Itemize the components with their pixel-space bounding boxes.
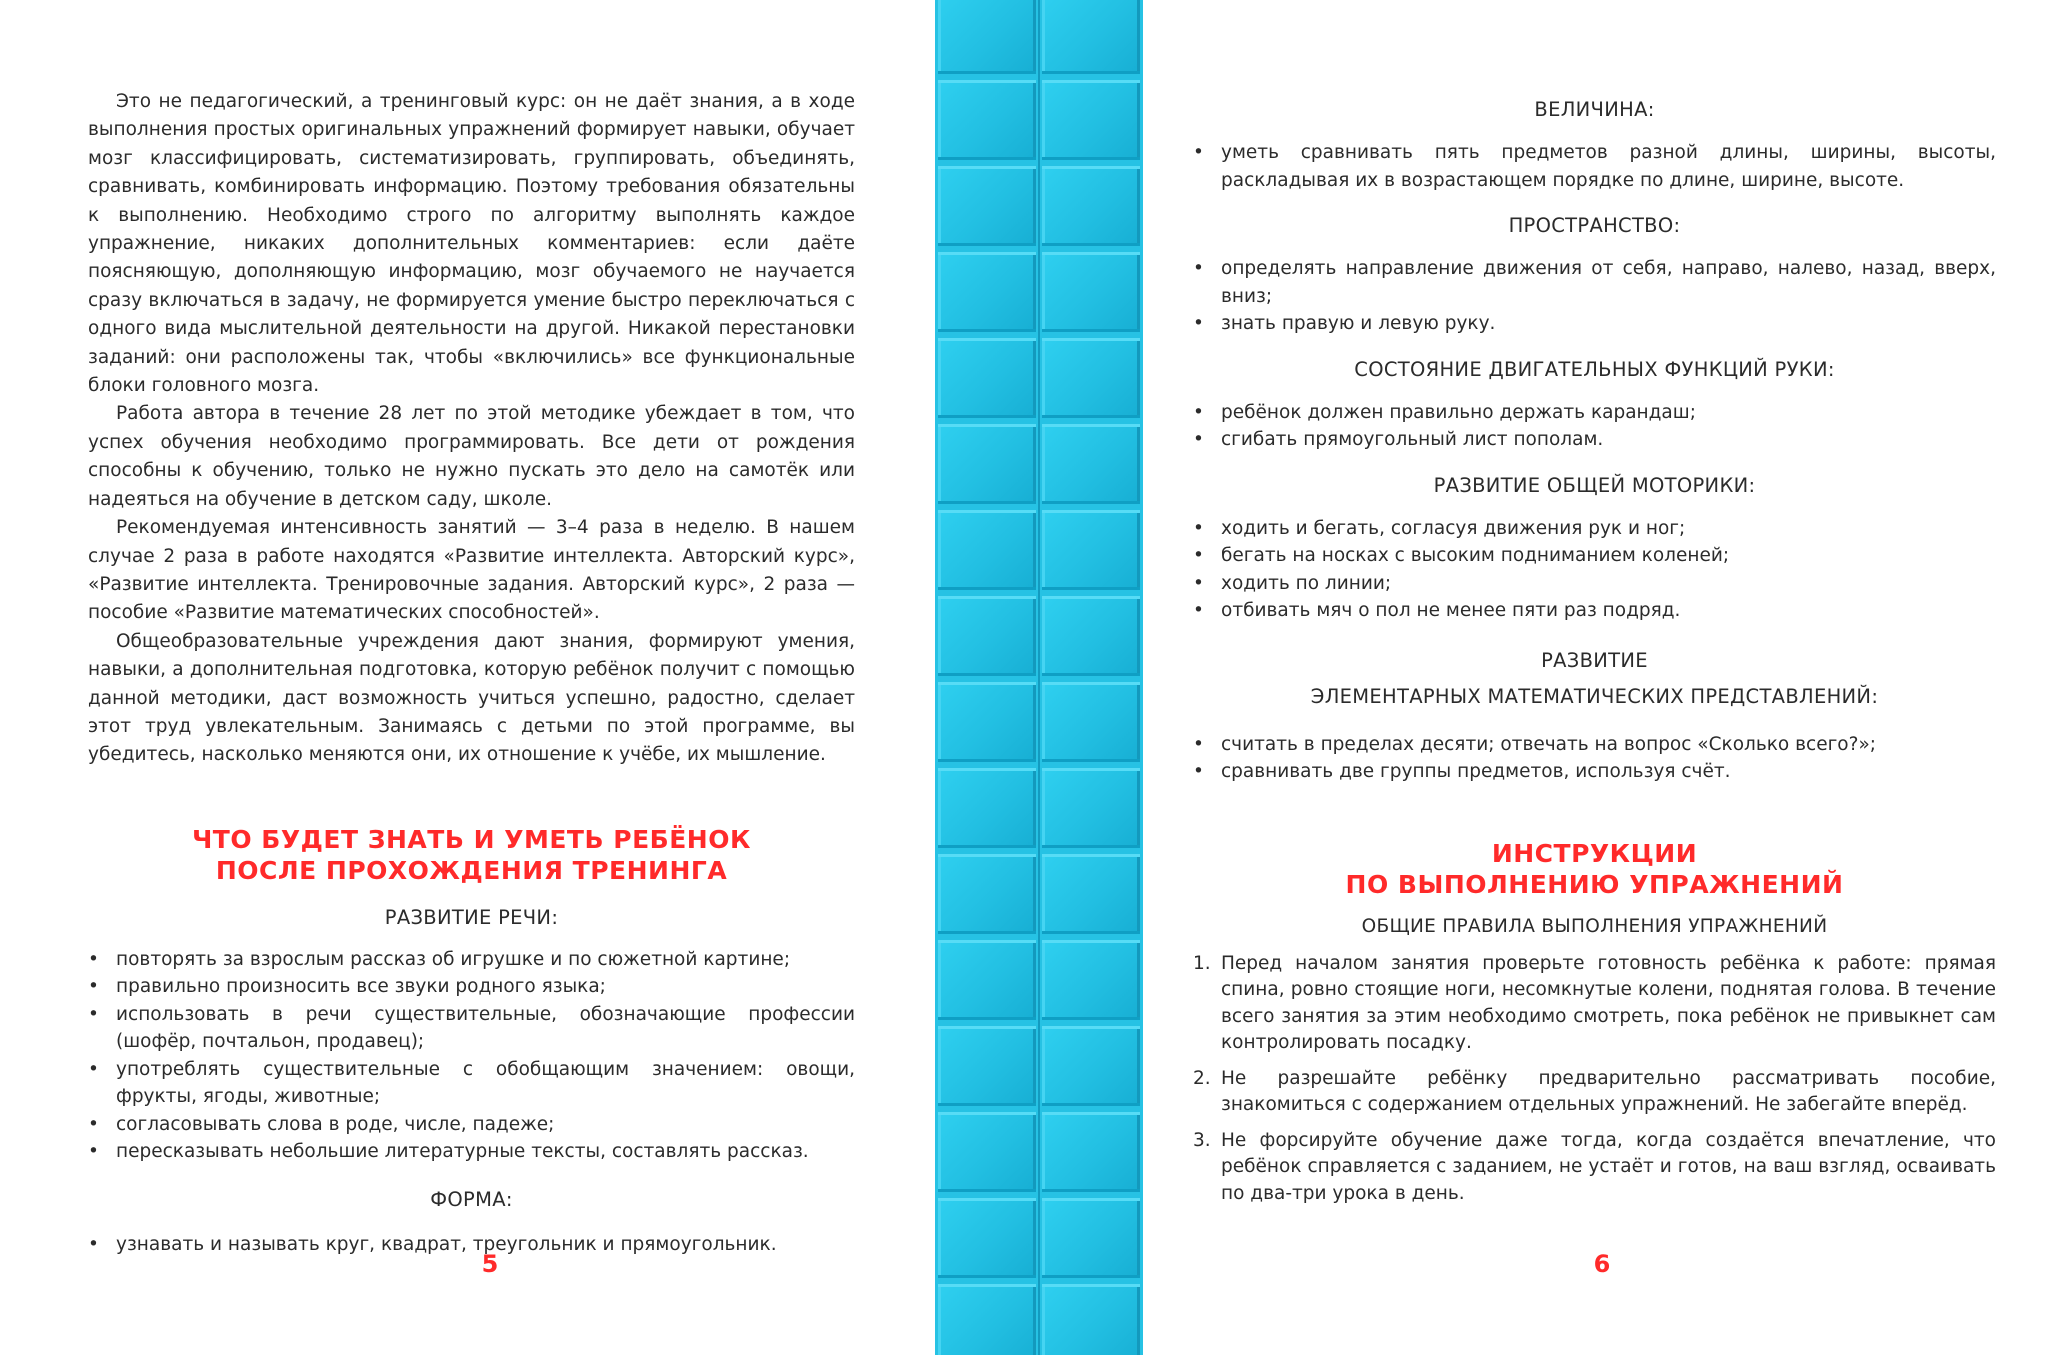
space-list	[1193, 255, 1996, 338]
spine-fold-line	[1038, 0, 1040, 1355]
section-title: ПО ВЫПОЛНЕНИЮ УПРАЖНЕНИЙ	[1345, 869, 1844, 899]
list-item: • определять направление движения от себя, направо, налево, назад, вверх, вниз;	[1193, 255, 1996, 310]
subheading-motor: РАЗВИТИЕ ОБЩЕЙ МОТОРИКИ:	[1433, 473, 1756, 497]
section-title: ПОСЛЕ ПРОХОЖДЕНИЯ ТРЕНИНГА	[215, 855, 728, 885]
list-item: • использовать в речи существительные, обозначающие профессии (шофёр, почтальон, продавец);	[88, 1001, 855, 1056]
speech-list	[88, 946, 855, 1166]
section-title: ИНСТРУКЦИИ	[1491, 838, 1698, 868]
list-item	[1193, 1066, 1996, 1119]
list-item	[1193, 1128, 1996, 1208]
list-item: • согласовывать слова в роде, числе, падеже;	[88, 1111, 855, 1139]
subheading-speech: РАЗВИТИЕ РЕЧИ:	[384, 905, 559, 929]
list-item: • повторять за взрослым рассказ об игрушке и по сюжетной картине;	[88, 946, 855, 974]
list-item: • пересказывать небольшие литературные тексты, составлять рассказ.	[88, 1138, 855, 1166]
size-list	[1193, 139, 1996, 194]
subheading-rules: ОБЩИЕ ПРАВИЛА ВЫПОЛНЕНИЯ УПРАЖНЕНИЙ	[1361, 915, 1828, 937]
list-item: • ребёнок должен правильно держать карандаш;	[1193, 399, 1996, 427]
list-item: • ходить и бегать, согласуя движения рук и ног;	[1193, 515, 1996, 543]
item-text: Перед началом занятия проверьте готовность ребёнка к работе: прямая спина, ровно стоящие ноги, несомкнутые колени, поднятая голова. В течение всего занятия за этим необходимо смотреть, пока ребёнок не привыкнет сам контролировать посадку.	[1221, 952, 1996, 1053]
subheading-math: РАЗВИТИЕ	[1541, 648, 1648, 672]
subheading-size: ВЕЛИЧИНА:	[1534, 98, 1655, 121]
right-page	[1143, 0, 2066, 1355]
paragraph: Работа автора в течение 28 лет по этой методике убеждает в том, что успех обучения необходимо программировать. Все дети от рождения способны к обучению, только не нужно пускать это дело на самотёк или надеяться на обучение в детском саду, школе.	[88, 403, 855, 510]
subheading-hand: СОСТОЯНИЕ ДВИГАТЕЛЬНЫХ ФУНКЦИЙ РУКИ:	[1354, 357, 1835, 381]
spine-tiles-right	[1039, 0, 1143, 1355]
list-item: • уметь сравнивать пять предметов разной длины, ширины, высоты, раскладывая их в возрастающем порядке по длине, ширине, высоте.	[1193, 139, 1996, 194]
subheading-form: ФОРМА:	[430, 1187, 513, 1211]
item-number: 2.	[1193, 1067, 1211, 1089]
paragraph: Рекомендуемая интенсивность занятий — 3–4 раза в неделю. В нашем случае 2 раза в работе находятся «Развитие интеллекта. Авторский курс», «Развитие интеллекта. Тренировочные задания. Авторский курс», 2 раза — пособие «Развитие математических способностей».	[88, 517, 855, 624]
page-number-left: 5	[481, 1250, 499, 1278]
list-item: • ходить по линии;	[1193, 570, 1996, 598]
page-number-right: 6	[1593, 1250, 1611, 1278]
list-item: • правильно произносить все звуки родного языка;	[88, 973, 855, 1001]
rules-list	[1193, 951, 1996, 1208]
list-item: • отбивать мяч о пол не менее пяти раз подряд.	[1193, 597, 1996, 625]
subheading-math: ЭЛЕМЕНТАРНЫХ МАТЕМАТИЧЕСКИХ ПРЕДСТАВЛЕНИЙ:	[1310, 684, 1879, 708]
book-spine	[935, 0, 1143, 1355]
item-number: 1.	[1193, 952, 1211, 974]
item-text: Не форсируйте обучение даже тогда, когда создаётся впечатление, что ребёнок справляется с заданием, не устаёт и готов, на ваш взгляд, осваивать по два-три урока в день.	[1221, 1129, 1996, 1204]
paragraph: Это не педагогический, а тренинговый курс: он не даёт знания, а в ходе выполнения простых оригинальных упражнений формирует навыки, обучает мозг классифицировать, систематизировать, группировать, объединять, сравнивать, комбинировать информацию. Поэтому требования обязательны к выполнению. Необходимо строго по алгоритму выполнять каждое упражнение, никаких дополнительных комментариев: если даёте поясняющую, дополняющую информацию, мозг обучаемого не научается сразу включаться в задачу, не формируется умение быстро переключаться с одного вида мыслительной деятельности на другой. Никакой перестановки заданий: они расположены так, чтобы «включились» все функциональные блоки головного мозга.	[88, 91, 855, 397]
list-item: • узнавать и называть круг, квадрат, треугольник и прямоугольник.	[88, 1231, 855, 1259]
list-item: • сравнивать две группы предметов, используя счёт.	[1193, 758, 1996, 786]
item-text: Не разрешайте ребёнку предварительно рассматривать пособие, знакомиться с содержанием отдельных упражнений. Не забегайте вперёд.	[1221, 1067, 1996, 1115]
paragraph: Общеобразовательные учреждения дают знания, формируют умения, навыки, а дополнительная подготовка, которую ребёнок получит с помощью данной методики, даст возможность учиться успешно, радостно, сделает этот труд увлекательным. Занимаясь с детьми по этой программе, вы убедитесь, насколько меняются они, их отношение к учёбе, их мышление.	[88, 630, 855, 766]
list-item: • сгибать прямоугольный лист пополам.	[1193, 426, 1996, 454]
list-item: • употреблять существительные с обобщающим значением: овощи, фрукты, ягоды, животные;	[88, 1056, 855, 1111]
item-number: 3.	[1193, 1129, 1211, 1151]
math-list	[1193, 731, 1996, 786]
subheading-space: ПРОСТРАНСТВО:	[1508, 214, 1681, 237]
section-title: ЧТО БУДЕТ ЗНАТЬ И УМЕТЬ РЕБЁНОК	[192, 824, 751, 854]
list-item: • знать правую и левую руку.	[1193, 310, 1996, 338]
left-page	[0, 0, 935, 1355]
motor-list	[1193, 515, 1996, 625]
spine-tiles-left	[935, 0, 1039, 1355]
list-item: • считать в пределах десяти; отвечать на вопрос «Сколько всего?»;	[1193, 731, 1996, 759]
list-item	[1193, 951, 1996, 1057]
list-item: • бегать на носках с высоким подниманием коленей;	[1193, 542, 1996, 570]
hand-list	[1193, 399, 1996, 454]
